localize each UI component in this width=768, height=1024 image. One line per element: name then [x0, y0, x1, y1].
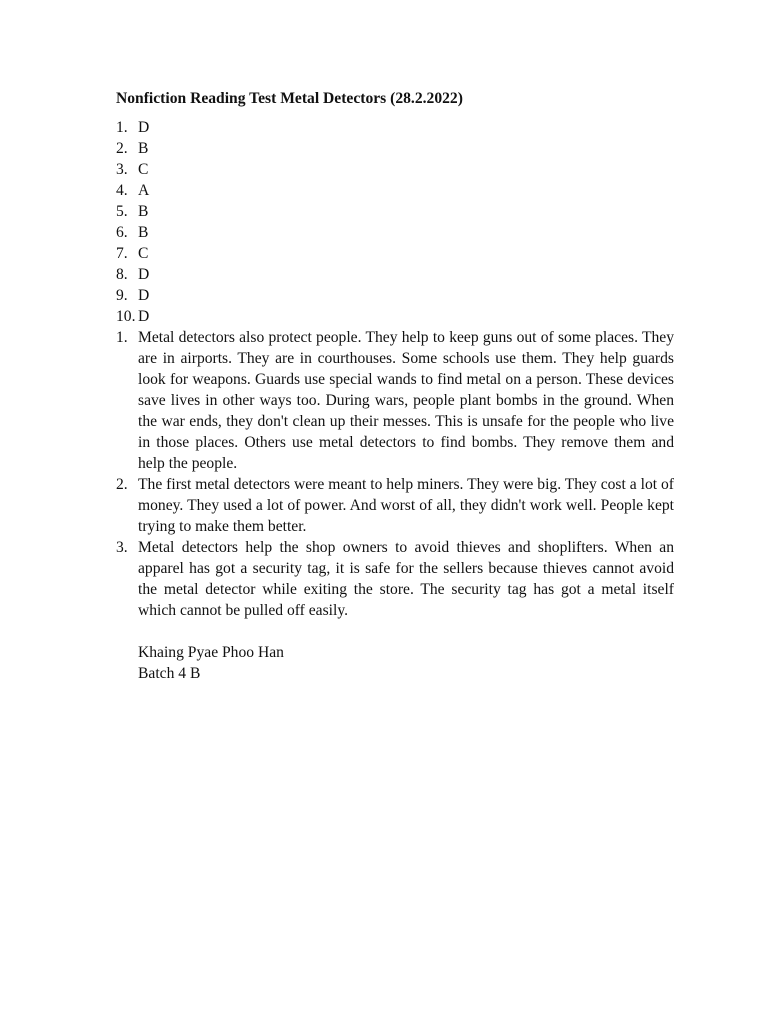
author-batch: Batch 4 B [138, 665, 201, 682]
answer-number: 6. [116, 224, 128, 241]
answer-letter: A [138, 182, 150, 199]
answer-number: 9. [116, 287, 128, 304]
answer-item [116, 306, 674, 327]
answer-number: 2. [116, 140, 128, 157]
answer-number: 10. [116, 308, 136, 325]
answer-item [116, 180, 674, 201]
answer-item [116, 285, 674, 306]
answer-letter: D [138, 266, 150, 283]
paragraph-text: The first metal detectors were meant to help miners. They were big. They cost a lot of money. They used a lot of power. And worst of all, they didn't work well. People kept trying to make them better. [138, 476, 674, 535]
signature-block [138, 642, 674, 684]
document-page [116, 88, 674, 684]
paragraph-item [116, 327, 674, 474]
answer-item [116, 264, 674, 285]
answer-number: 1. [116, 119, 128, 136]
paragraph-text: Metal detectors help the shop owners to avoid thieves and shoplifters. When an apparel has got a security tag, it is safe for the sellers because thieves cannot avoid the metal detector while exiting the store. The security tag has got a metal itself which cannot be pulled off easily. [138, 539, 674, 619]
paragraph-list [116, 327, 674, 621]
answer-number: 8. [116, 266, 128, 283]
answer-letter: B [138, 224, 149, 241]
answer-letter: D [138, 287, 150, 304]
paragraph-number: 2. [116, 476, 128, 493]
paragraph-number: 1. [116, 329, 128, 346]
answer-item [116, 201, 674, 222]
paragraph-number: 3. [116, 539, 128, 556]
answer-item [116, 138, 674, 159]
paragraph-text: Metal detectors also protect people. They help to keep guns out of some places. They are in airports. They are in courthouses. Some schools use them. They help guards look for weapons. Guards use special wands to find metal on a person. These devices save lives in other ways too. During wars, people plant bombs in the ground. When the war ends, they don't clean up their messes. This is unsafe for the people who live in those places. Others use metal detectors to find bombs. They remove them and help the people. [138, 329, 674, 472]
paragraph-item [116, 537, 674, 621]
answer-number: 4. [116, 182, 128, 199]
document-title: Nonfiction Reading Test Metal Detectors (28.2.2022) [116, 90, 463, 107]
answer-item [116, 222, 674, 243]
answer-item [116, 159, 674, 180]
author-name: Khaing Pyae Phoo Han [138, 644, 284, 661]
answer-letter: D [138, 119, 150, 136]
answer-item [116, 243, 674, 264]
answer-number: 7. [116, 245, 128, 262]
answer-item [116, 117, 674, 138]
answer-letter: C [138, 245, 149, 262]
answer-number: 5. [116, 203, 128, 220]
answer-letter: B [138, 140, 149, 157]
answer-number: 3. [116, 161, 128, 178]
answer-list [116, 117, 674, 327]
answer-letter: D [138, 308, 150, 325]
answer-letter: C [138, 161, 149, 178]
answer-letter: B [138, 203, 149, 220]
paragraph-item [116, 474, 674, 537]
